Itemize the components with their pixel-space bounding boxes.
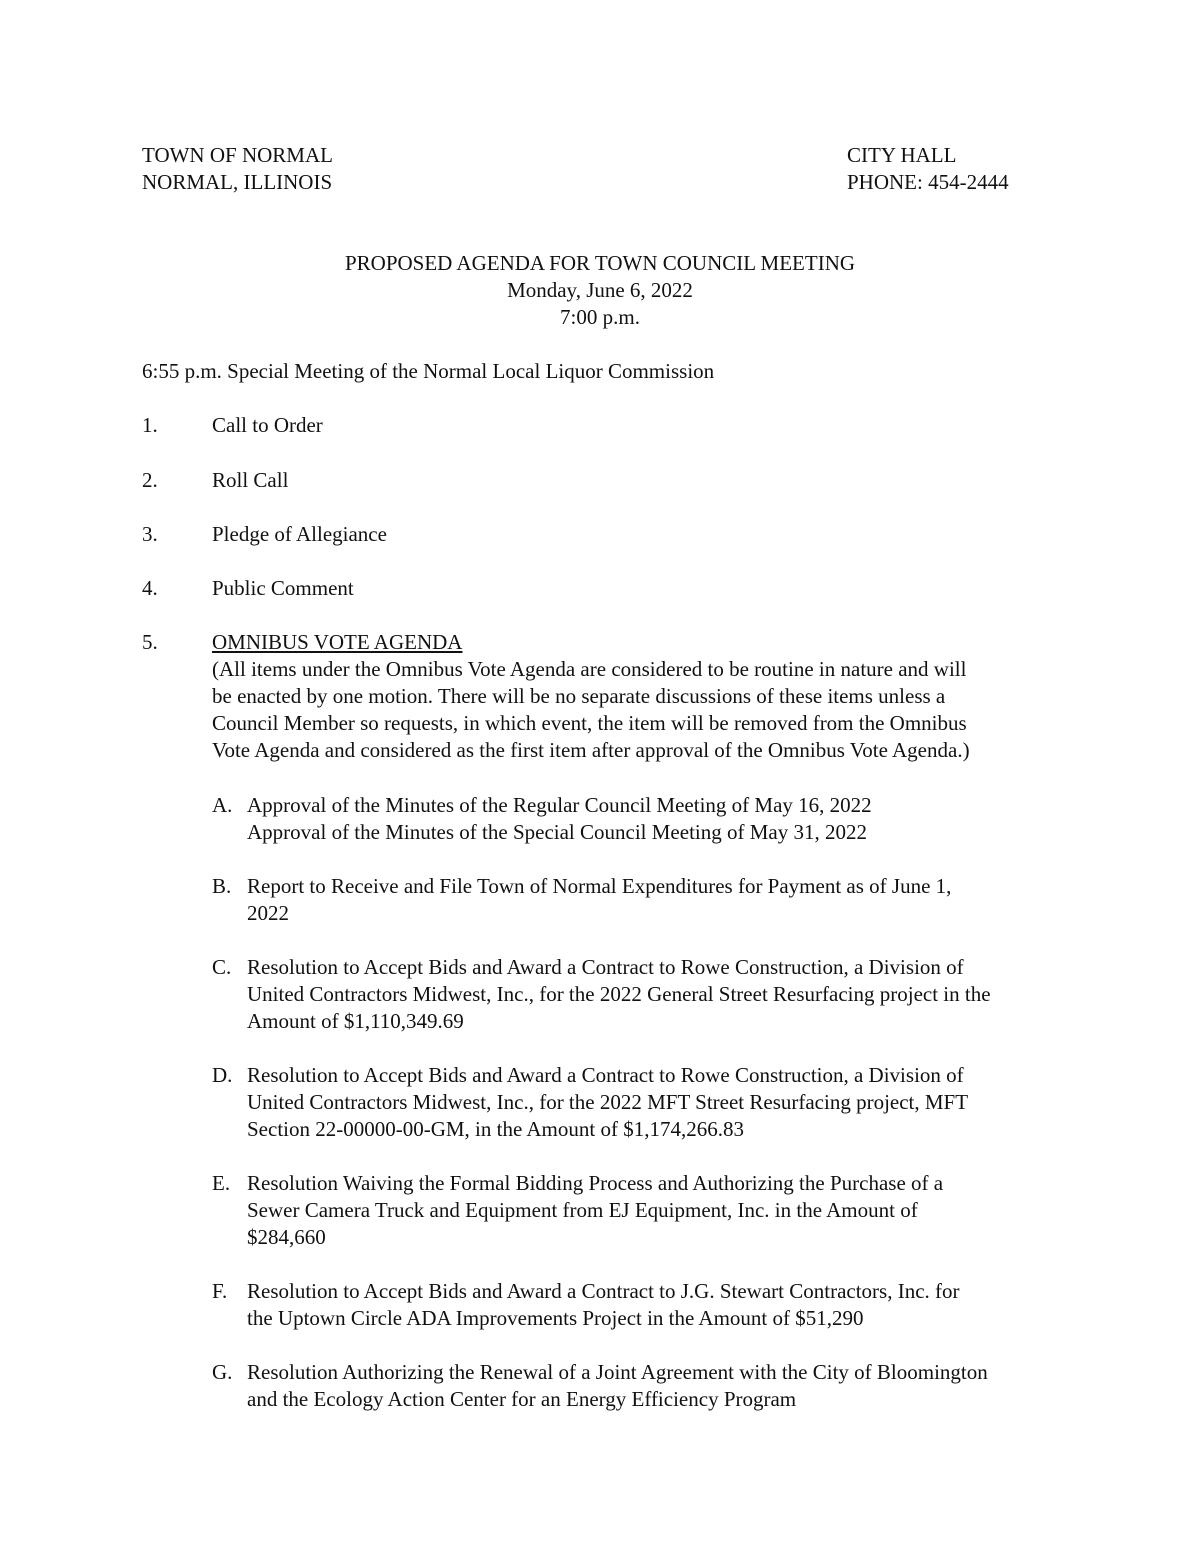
item-label: Public Comment xyxy=(212,576,354,600)
omnibus-note xyxy=(212,656,1082,764)
item-number: 4. xyxy=(142,576,158,600)
sub-item-line: Resolution to Accept Bids and Award a Contract to Rowe Construction, a Division of xyxy=(247,955,964,979)
town-location: NORMAL, ILLINOIS xyxy=(142,170,333,194)
agenda-title-line: PROPOSED AGENDA FOR TOWN COUNCIL MEETING xyxy=(344,251,856,275)
office-name: CITY HALL xyxy=(847,143,957,167)
sub-item-letter: A. xyxy=(212,793,233,817)
item-label: Pledge of Allegiance xyxy=(212,522,387,546)
town-name: TOWN OF NORMAL xyxy=(142,143,333,167)
header-right xyxy=(847,142,1009,196)
item-label: Roll Call xyxy=(212,468,289,492)
sub-item-line: Resolution to Accept Bids and Award a Contract to J.G. Stewart Contractors, Inc. for xyxy=(247,1279,960,1303)
item-label: Call to Order xyxy=(212,413,323,437)
sub-item-line: United Contractors Midwest, Inc., for the 2022 MFT Street Resurfacing project, MFT xyxy=(247,1090,969,1114)
sub-item-line: Section 22-00000-00-GM, in the Amount of $1,174,266.83 xyxy=(247,1117,744,1141)
sub-item-letter: C. xyxy=(212,955,232,979)
sub-item-line: Resolution Authorizing the Renewal of a Joint Agreement with the City of Bloomington xyxy=(247,1360,988,1384)
sub-item-letter: D. xyxy=(212,1063,233,1087)
pre-meeting-note: 6:55 p.m. Special Meeting of the Normal Local Liquor Commission xyxy=(142,359,715,383)
sub-item-letter: F. xyxy=(212,1279,228,1303)
sub-item-line: Resolution Waiving the Formal Bidding Process and Authorizing the Purchase of a xyxy=(247,1171,944,1195)
omnibus-note-line: be enacted by one motion. There will be no separate discussions of these items unless a xyxy=(212,684,946,708)
item-number: 3. xyxy=(142,522,158,546)
omnibus-note-line: (All items under the Omnibus Vote Agenda are considered to be routine in nature and will xyxy=(212,657,967,681)
sub-item-line: Resolution to Accept Bids and Award a Contract to Rowe Construction, a Division of xyxy=(247,1063,964,1087)
sub-item-letter: B. xyxy=(212,874,232,898)
sub-item-line: United Contractors Midwest, Inc., for the 2022 General Street Resurfacing project in the xyxy=(247,982,991,1006)
sub-item-letter: G. xyxy=(212,1360,233,1384)
sub-item-line: $284,660 xyxy=(247,1225,326,1249)
sub-item-line: 2022 xyxy=(247,901,289,925)
item-number: 1. xyxy=(142,413,158,437)
omnibus-note-line: Council Member so requests, in which event, the item will be removed from the Omnibus xyxy=(212,711,967,735)
omnibus-heading: OMNIBUS VOTE AGENDA xyxy=(212,630,463,654)
item-number: 5. xyxy=(142,630,158,654)
agenda-title xyxy=(0,250,1200,331)
item-number: 2. xyxy=(142,468,158,492)
header-left xyxy=(142,142,333,196)
sub-item-line: Report to Receive and File Town of Normal Expenditures for Payment as of June 1, xyxy=(247,874,952,898)
office-phone: PHONE: 454-2444 xyxy=(847,170,1009,194)
sub-item-line: Approval of the Minutes of the Special Council Meeting of May 31, 2022 xyxy=(247,820,867,844)
sub-item-line: Approval of the Minutes of the Regular Council Meeting of May 16, 2022 xyxy=(247,793,872,817)
sub-item-line: Sewer Camera Truck and Equipment from EJ Equipment, Inc. in the Amount of xyxy=(247,1198,918,1222)
omnibus-note-line: Vote Agenda and considered as the first item after approval of the Omnibus Vote Agenda.) xyxy=(212,738,970,762)
sub-item-letter: E. xyxy=(212,1171,231,1195)
meeting-date: Monday, June 6, 2022 xyxy=(507,278,693,302)
sub-item-line: the Uptown Circle ADA Improvements Project in the Amount of $51,290 xyxy=(247,1306,864,1330)
meeting-time: 7:00 p.m. xyxy=(560,305,640,329)
sub-item-line: Amount of $1,110,349.69 xyxy=(247,1009,464,1033)
sub-item-line: and the Ecology Action Center for an Energy Efficiency Program xyxy=(247,1387,797,1411)
